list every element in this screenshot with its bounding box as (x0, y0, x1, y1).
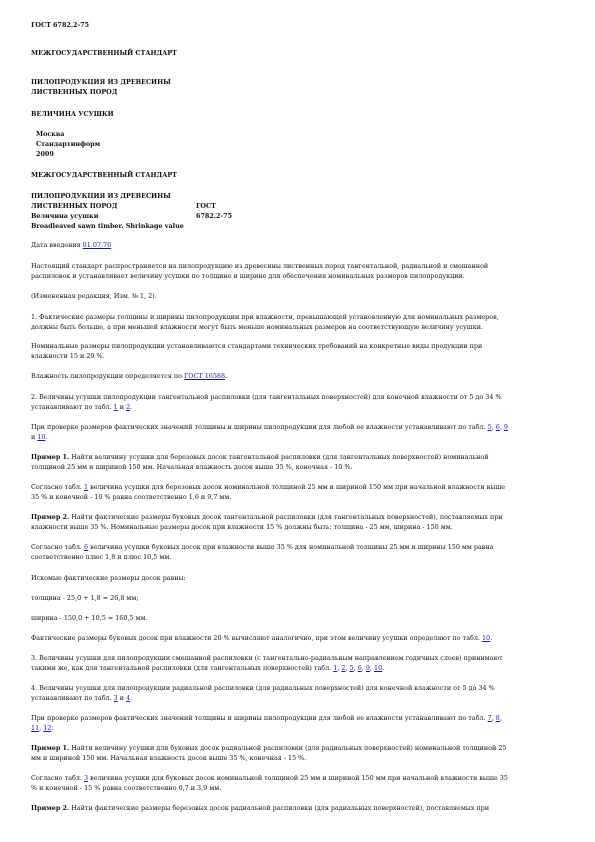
text-span: устанавливают по табл. (31, 403, 114, 411)
effective-date (31, 241, 111, 249)
standard-label: МЕЖГОСУДАРСТВЕННЫЙ СТАНДАРТ (31, 171, 177, 179)
paragraph-line: Настоящий стандарт распространяется на пилопродукцию из древесины лиственных пород тангентальной, радиальной и смешанной (31, 262, 489, 270)
text-span: При проверке размеров фактических значений толщины и ширины пилопродукции для любой ее влажности устанавливают по табл. (31, 714, 488, 722)
text-span: устанавливают по табл. (31, 694, 114, 702)
text-span: величина усушки для березовых досок номинальной толщиной 25 мм и шириной 150 мм при начальной влажности выше (88, 483, 506, 491)
text-span: . (225, 372, 228, 380)
paragraph-line (31, 433, 47, 441)
text-span: Найти фактические размеры березовых досок радиальной распиловки (для радиальных поверхностей), поставляемых при (69, 804, 490, 812)
paragraph-line: % и конечной - 15 % равна соответственно 0,7 и 3,9 мм. (31, 784, 222, 792)
paragraph-line (31, 634, 492, 642)
table-link[interactable]: 11 (31, 724, 40, 732)
document-header: ГОСТ 6782.2-75 (31, 21, 90, 29)
paragraph-line: 4. Величины усушки для пилопродукции радиальной распиловки (для радиальных поверхностей) для конечной влажности от 5 до 34 % (31, 684, 495, 692)
title-line: ПИЛОПРОДУКЦИЯ ИЗ ДРЕВЕСИНЫ (31, 192, 171, 200)
paragraph-line (31, 543, 493, 551)
table-link[interactable]: 10 (374, 664, 383, 672)
text-span: Найти величину усушки для березовых досок тангентальной распиловки (для тангентальных поверхностей) номинальной (69, 453, 489, 461)
table-link[interactable]: 2 (341, 664, 346, 672)
date-link[interactable]: 01.07.76 (82, 241, 112, 249)
text-span: и (117, 694, 127, 702)
subtitle: Величина усушки (31, 212, 99, 220)
text-span: . (45, 433, 48, 441)
text-span: такими же, как для тангентальной распиловки (для тангентальных поверхностей) табл. (31, 664, 334, 672)
example-label: Пример 2. (31, 513, 70, 521)
paragraph-line: соответственно плюс 1,8 и плюс 10,5 мм. (31, 553, 172, 561)
table-link[interactable]: 10 (37, 433, 46, 441)
table-link[interactable]: 12 (43, 724, 52, 732)
publisher-org: Стандартинформ (36, 140, 101, 148)
text-span: величина усушки для буковых досок номинальной толщиной 25 мм и шириной 150 мм при начальной влажности выше 35 (88, 774, 508, 782)
text-span: величина усушки буковых досок при влажности выше 35 % для номинальной толщины 25 мм и ширины 150 мм равна (88, 543, 494, 551)
title-line: ПИЛОПРОДУКЦИЯ ИЗ ДРЕВЕСИНЫ (31, 78, 171, 86)
paragraph-line (31, 744, 506, 752)
table-link[interactable]: 3 (113, 694, 118, 702)
paragraph-line (31, 403, 132, 411)
gost-16588-link[interactable]: ГОСТ 16588 (184, 372, 226, 380)
table-link[interactable]: 10 (481, 634, 491, 642)
title-line: ЛИСТВЕННЫХ ПОРОД (31, 202, 118, 210)
paragraph-line (31, 774, 508, 782)
paragraph-line: распиловок и устанавливает величину усушки по толщине и ширине для обеспечения номинальных размеров пилопродукции. (31, 272, 465, 280)
text-span: Согласно табл. (31, 483, 84, 491)
gost-number: 6782.2-75 (196, 212, 233, 220)
text-span: . (130, 694, 133, 702)
paragraph-line: 11, 12. (31, 724, 54, 732)
revision-note: (Измененная редакция, Изм. № 1, 2). (31, 292, 157, 300)
table-link[interactable]: 4 (126, 694, 131, 702)
paragraph-line (31, 694, 132, 702)
table-link[interactable]: 1 (333, 664, 338, 672)
text-span: и (117, 403, 127, 411)
publisher-city: Москва (36, 130, 65, 138)
text-span: При проверке размеров фактических значений толщины и ширины пилопродукции для любой ее влажности устанавливают по табл. (31, 423, 488, 431)
example-label: Пример 2. (31, 804, 70, 812)
table-link[interactable]: 8 (495, 714, 500, 722)
text-span: . (130, 403, 133, 411)
paragraph-line: толщиной 25 мм и шириной 150 мм. Начальная влажность досок выше 35 %, конечная - 10 %. (31, 463, 353, 471)
table-link[interactable]: 9 (503, 423, 508, 431)
example-label: Пример 1. (31, 744, 70, 752)
text-span: Влажность пилопродукции определяется по (31, 372, 185, 380)
paragraph-line: 1. Фактические размеры толщины и ширины пилопродукции при влажности, превышающей установленную для номинальных размеров, (31, 313, 499, 321)
paragraph-line: При проверке размеров фактических значений толщины и ширины пилопродукции для любой ее влажности устанавливают по табл. 5, 6, 9 (31, 423, 508, 431)
paragraph-line (31, 513, 503, 521)
table-link[interactable]: 3 (84, 774, 89, 782)
paragraph-line: 3. Величины усушки для пилопродукции смешанной распиловки (с тангентально-радиальным направлением годичных слоев) принимают (31, 654, 503, 662)
text-span: Согласно табл. (31, 543, 84, 551)
paragraph-line (31, 804, 489, 812)
paragraph-line (31, 453, 489, 461)
text-span: . (490, 634, 493, 642)
table-link[interactable]: 7 (487, 714, 492, 722)
paragraph-line: влажности 15 и 20 %. (31, 352, 105, 360)
table-link[interactable]: 1 (84, 483, 89, 491)
paragraph-line (31, 483, 505, 491)
paragraph-line: 2. Величины усушки пилопродукции тангентальной распиловки (для тангентальных поверхностей) для конечной влажности от 5 до 34 % (31, 393, 502, 401)
standard-label: МЕЖГОСУДАРСТВЕННЫЙ СТАНДАРТ (31, 49, 177, 57)
paragraph-line (31, 372, 227, 380)
text-span: Фактические размеры буковых досок при влажности 20 % вычисляют аналогично, при этом величину усушки определяют по табл. (31, 634, 482, 642)
text-span: Найти фактические размеры буковых досок тангентальной распиловки (для тангентальных поверхностей), поставляемых при (69, 513, 503, 521)
paragraph-line: Искомые фактические размеры досок равны: (31, 574, 186, 582)
paragraph-line: должны быть больше, а при меньшей влажности могут быть меньше номинальных размеров на соответствующую величину усушки. (31, 323, 484, 331)
paragraph-line: влажности выше 35 %. Номинальные размеры досок при влажности 15 % должны быть: толщина - 25 мм, ширина - 150 мм. (31, 523, 453, 531)
paragraph-line: Номинальные размеры пилопродукции устанавливаются стандартами технических требований на конкретные виды продукции при (31, 342, 483, 350)
text-span: . (382, 664, 385, 672)
paragraph-line: мм и шириной 150 мм. Начальная влажность досок выше 35 %, конечная - 15 %. (31, 754, 307, 762)
text-span: . (51, 724, 54, 732)
paragraph-line: 35 % и конечной - 10 % равна соответственно 1,6 и 9,7 мм. (31, 493, 232, 501)
table-link[interactable]: 2 (126, 403, 131, 411)
calculation-line: ширина - 150,0 + 10,5 = 160,5 мм. (31, 614, 148, 622)
english-title: Broadleaved sawn timber. Shrinkage value (31, 222, 184, 230)
table-link[interactable]: 1 (113, 403, 118, 411)
paragraph-line: При проверке размеров фактических значений толщины и ширины пилопродукции для любой ее влажности устанавливают по табл. 7, 8, (31, 714, 502, 722)
text-span: и (31, 433, 38, 441)
table-link[interactable]: 5 (487, 423, 492, 431)
text-span: Найти величину усушки для буковых досок радиальной распиловки (для радиальных поверхностей) номинальной толщиной 25 (69, 744, 507, 752)
table-link[interactable]: 5 (349, 664, 354, 672)
paragraph-line: такими же, как для тангентальной распиловки (для тангентальных поверхностей) табл. 1, 2, 5, 6, 9, 10. (31, 664, 385, 672)
example-label: Пример 1. (31, 453, 70, 461)
subtitle: ВЕЛИЧИНА УСУШКИ (31, 110, 114, 118)
text-span: Согласно табл. (31, 774, 84, 782)
table-link[interactable]: 9 (365, 664, 370, 672)
publisher-year: 2009 (36, 150, 54, 158)
calculation-line: толщина - 25,0 + 1,8 = 26,8 мм; (31, 594, 139, 602)
gost-label: ГОСТ (196, 202, 216, 210)
title-line: ЛИСТВЕННЫХ ПОРОД (31, 88, 118, 96)
table-link[interactable]: 6 (357, 664, 362, 672)
date-label: Дата введения (31, 241, 83, 249)
table-link[interactable]: 6 (84, 543, 89, 551)
table-link[interactable]: 6 (495, 423, 500, 431)
